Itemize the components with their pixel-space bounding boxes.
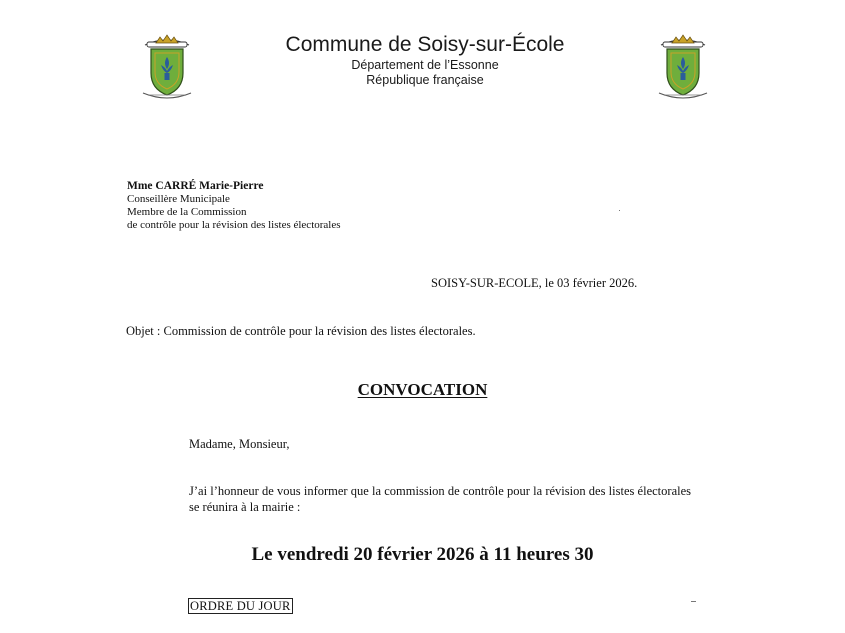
place-date-line: SOISY-SUR-ECOLE, le 03 février 2026. (431, 276, 638, 290)
recipient-role: Conseillère Municipale (127, 193, 230, 205)
commune-title: Commune de Soisy-sur-École (285, 33, 565, 56)
document-title (0, 380, 845, 400)
scan-speck (691, 601, 696, 602)
department-line: Département de l’Essonne (351, 58, 499, 72)
republic-line: République française (366, 73, 484, 87)
meeting-date: Le vendredi 20 février 2026 à 11 heures 30 (251, 544, 594, 565)
body-paragraph: J’ai l’honneur de vous informer que la commission de contrôle pour la révision des listes électorales se réunira à la mairie : (189, 484, 691, 514)
coat-of-arms-icon (139, 33, 195, 101)
salutation: Madame, Monsieur, (189, 437, 290, 451)
subject-line: Objet : Commission de contrôle pour la révision des listes électorales. (126, 324, 476, 338)
document-title-text: CONVOCATION (357, 380, 488, 399)
scan-speck (619, 210, 620, 211)
recipient-membership-line2: de contrôle pour la révision des listes électorales (127, 219, 341, 231)
recipient-membership-line1: Membre de la Commission (127, 206, 247, 218)
recipient-block (127, 179, 341, 232)
letterhead (245, 32, 605, 88)
agenda-label: ORDRE DU JOUR (190, 599, 291, 613)
recipient-name: Mme CARRÉ Marie-Pierre (127, 180, 264, 192)
coat-of-arms-icon (655, 33, 711, 101)
